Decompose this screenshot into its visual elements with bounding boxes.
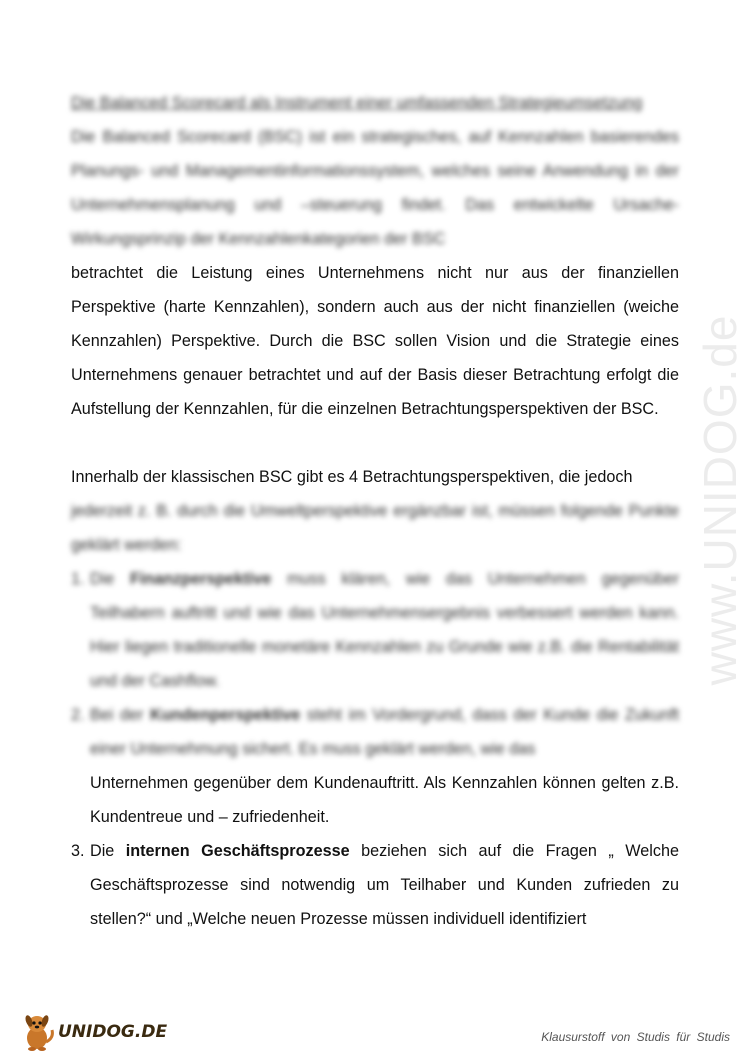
- unidog-logo[interactable]: [22, 1012, 167, 1052]
- list-number: 2.: [71, 706, 85, 724]
- list-item-pre: Die: [90, 570, 131, 588]
- list-item-term: Kundenperspektive: [150, 706, 301, 724]
- list-number: 3.: [71, 842, 85, 860]
- paragraph-2-blurred: jederzeit z. B. durch die Umweltperspektive ergänzbar ist, müssen folgende Punkte geklärt werden:: [71, 502, 679, 554]
- logo-text: UNIDOG.DE: [58, 1022, 168, 1042]
- paragraph-1-clear: betrachtet die Leistung eines Unternehmens nicht nur aus der finanziellen Perspektive (harte Kennzahlen), sondern auch aus der nicht finanziellen (weiche Kennzahlen) Perspektive. Durch die BSC sollen Vision und die Strategie eines Unternehmens genauer betrachtet und auf der Basis dieser Betrachtung erfolgt die Aufstellung der Kennzahlen, für die einzelnen Betrachtungsperspektiven der BSC.: [71, 264, 679, 418]
- footer-tagline: Klausurstoff von Studis für Studis: [541, 1030, 730, 1044]
- list-item-clear-text: Unternehmen gegenüber dem Kundenauftritt. Als Kennzahlen können gelten z.B. Kundentreue und – zufriedenheit.: [90, 774, 679, 826]
- paragraph-2-clear: Innerhalb der klassischen BSC gibt es 4 Betrachtungsperspektiven, die jedoch: [71, 468, 633, 486]
- list-item-term: Finanzperspektive: [130, 570, 272, 588]
- list-item-pre: Bei der: [90, 706, 151, 724]
- list-item-text: muss klären, wie das Unternehmen gegenüber Teilhabern auftritt und wie das Unternehmensergebnis verbessert werden kann. Hier liegen traditionelle monetäre Kennzahlen zu Grunde wie z.B. die Rentabilität und der Cashflow.: [90, 570, 679, 690]
- list-item-text: steht im Vordergrund, dass der Kunde die Zukunft einer Unternehmung sichert. Es muss geklärt werden, wie das: [90, 706, 679, 758]
- list-item-finanzperspektive: [71, 562, 679, 698]
- list-item-pre: Die: [90, 842, 126, 860]
- dog-mascot-icon: [22, 1012, 56, 1052]
- watermark: www.UNIDOG.de: [694, 314, 746, 686]
- list-number: 1.: [71, 570, 85, 588]
- list-item-geschaeftsprozesse: [71, 834, 679, 936]
- list-item-text: beziehen sich auf die Fragen „ Welche Geschäftsprozesse sind notwendig um Teilhaber und Kunden zufrieden zu stellen?“ und „Welche neuen Prozesse müssen individuell identifiziert: [90, 842, 679, 928]
- paragraph-1-blurred: Die Balanced Scorecard (BSC) ist ein strategisches, auf Kennzahlen basierendes Planungs- und Managementinformationssystem, welches seine Anwendung in der Unternehmensplanung und –steuerung findet. Das entwickelte Ursache-Wirkungsprinzip der Kennzahlenkategorien der BSC: [71, 128, 679, 248]
- document-body: [71, 86, 679, 936]
- document-heading: Die Balanced Scorecard als Instrument einer umfassenden Strategieumsetzung: [71, 94, 643, 112]
- list-item-kundenperspektive: [71, 698, 679, 834]
- list-item-term: internen Geschäftsprozesse: [125, 842, 350, 860]
